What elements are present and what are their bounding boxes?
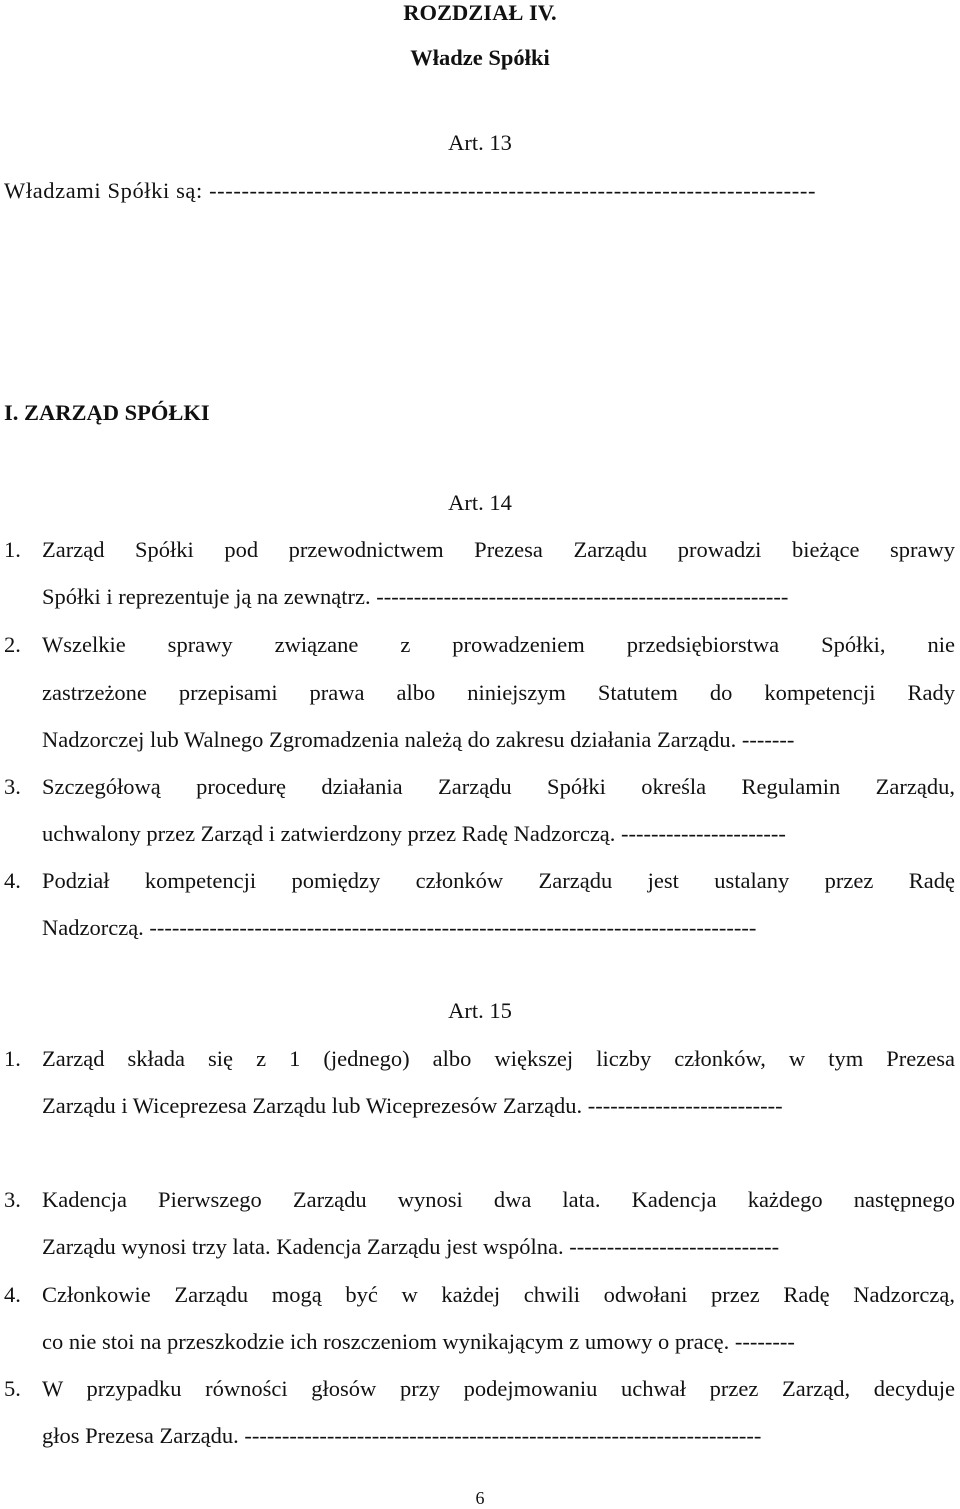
art14-para-4-line-2: Nadzorczą. ---------------------------------------------------------------------------------	[42, 915, 757, 940]
section-heading: I. ZARZĄD SPÓŁKI	[4, 400, 210, 425]
para-text: W przypadku równości głosów przy podejmowaniu uchwał przez Zarząd, decyduje	[42, 1376, 955, 1401]
para-number: 1.	[4, 1046, 21, 1071]
art14-para-3-line-1	[0, 774, 960, 804]
art14-para-1-line-2: Spółki i reprezentuje ją na zewnątrz. -------------------------------------------------------	[42, 584, 789, 609]
article-13-heading: Art. 13	[448, 130, 512, 155]
para-text: Członkowie Zarządu mogą być w każdej chwili odwołani przez Radę Nadzorczą,	[42, 1282, 955, 1307]
art14-para-2-line-1	[0, 632, 960, 662]
art15-para-4-line-1	[0, 1282, 960, 1312]
article-14-heading: Art. 14	[448, 490, 512, 515]
para-number: 3.	[4, 1187, 21, 1212]
art13-intro: Władzami Spółki są: ---------------------------------------------------------------------------	[4, 178, 817, 203]
art15-para-3-line-1	[0, 1187, 960, 1217]
art15-para-5-line-2: głos Prezesa Zarządu. ---------------------------------------------------------------------	[42, 1423, 762, 1448]
para-number: 5.	[4, 1376, 21, 1401]
art14-para-4-line-1	[0, 868, 960, 898]
para-text: Zarząd składa się z 1 (jednego) albo większej liczby członków, w tym Prezesa	[42, 1046, 955, 1071]
para-number: 4.	[4, 868, 21, 893]
para-text: Podział kompetencji pomiędzy członków Zarządu jest ustalany przez Radę	[42, 868, 955, 893]
para-number: 2.	[4, 632, 21, 657]
art14-para-2-line-2: zastrzeżone przepisami prawa albo niniejszym Statutem do kompetencji Rady	[42, 680, 955, 705]
para-number: 3.	[4, 774, 21, 799]
art15-para-5-line-1	[0, 1376, 960, 1406]
page-number: 6	[475, 1488, 485, 1508]
para-text: Wszelkie sprawy związane z prowadzeniem przedsiębiorstwa Spółki, nie	[42, 632, 955, 657]
art15-para-3-line-2: Zarządu wynosi trzy lata. Kadencja Zarządu jest wspólna. ----------------------------	[42, 1234, 780, 1259]
art15-para-1-line-2: Zarządu i Wiceprezesa Zarządu lub Wiceprezesów Zarządu. --------------------------	[42, 1093, 783, 1118]
para-text: Zarząd Spółki pod przewodnictwem Prezesa Zarządu prowadzi bieżące sprawy	[42, 537, 955, 562]
article-15-heading: Art. 15	[448, 998, 512, 1023]
para-text: Kadencja Pierwszego Zarządu wynosi dwa lata. Kadencja każdego następnego	[42, 1187, 955, 1212]
art14-para-1-line-1	[0, 537, 960, 567]
art15-para-4-line-2: co nie stoi na przeszkodzie ich roszczeniom wynikającym z umowy o pracę. --------	[42, 1329, 795, 1354]
art15-para-1-line-1	[0, 1046, 960, 1076]
para-text: Szczegółową procedurę działania Zarządu Spółki określa Regulamin Zarządu,	[42, 774, 955, 799]
para-number: 1.	[4, 537, 21, 562]
para-number: 4.	[4, 1282, 21, 1307]
art14-para-2-line-3: Nadzorczej lub Walnego Zgromadzenia należą do zakresu działania Zarządu. -------	[42, 727, 795, 752]
chapter-heading: ROZDZIAŁ IV.	[403, 0, 557, 25]
art14-para-3-line-2: uchwalony przez Zarząd i zatwierdzony przez Radę Nadzorczą. ----------------------	[42, 821, 786, 846]
chapter-title: Władze Spółki	[410, 45, 550, 70]
